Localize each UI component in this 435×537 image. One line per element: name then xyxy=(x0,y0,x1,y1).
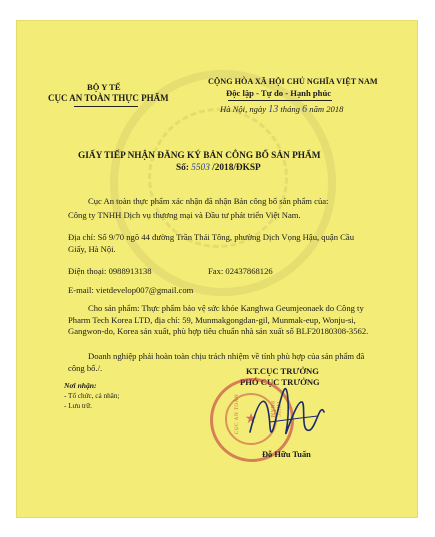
product-description: Cho sản phẩm: Thực phẩm bảo vệ sức khỏe Kanghwa Geumjeonaek do Công ty Pharm Tech Korea LTD, địa chỉ: 59, Munmakgongdan-gil, Munmak-eup, Wonju-si, Gangwon-do, Korea sản xuất, phù hợp tiêu chuẩn nhà sản xuất số BLF20180308-3562. xyxy=(68,303,369,336)
number-label: Số: xyxy=(176,163,189,173)
agency-name: CỤC AN TOÀN THỰC PHẨM xyxy=(48,93,169,103)
company-email: E-mail: vietdevelop007@gmail.com xyxy=(68,285,194,295)
issue-day: 13 xyxy=(268,104,279,115)
recipient-item: - Tổ chức, cá nhân; xyxy=(64,392,120,400)
signer-name: Đỗ Hữu Tuấn xyxy=(262,450,311,459)
document-number xyxy=(176,163,261,173)
issue-month: 6 xyxy=(302,104,308,115)
intro-text: Cục An toàn thực phẩm xác nhận đã nhận Bản công bố sản phẩm của: xyxy=(88,196,329,206)
issue-year: năm 2018 xyxy=(309,104,344,114)
number-handwritten: 5503 xyxy=(191,163,210,173)
document-title: GIẤY TIẾP NHẬN ĐĂNG KÝ BẢN CÔNG BỐ SẢN PHẨM xyxy=(78,151,321,161)
signature-title-1: KT.CỤC TRƯỞNG xyxy=(246,366,319,376)
issue-place: Hà Nội, ngày xyxy=(220,104,267,114)
handwritten-signature xyxy=(240,372,330,452)
responsibility-note: Doanh nghiệp phải hoàn toàn chịu trách nhiệm về tính phù hợp của sản phẩm đã công bố./. xyxy=(68,351,365,373)
number-suffix: /2018/ĐKSP xyxy=(212,163,261,173)
company-phone: Điện thoại: 0988913138 xyxy=(68,266,152,276)
company-fax: Fax: 02437868126 xyxy=(208,266,273,276)
issue-month-word: tháng xyxy=(280,104,300,114)
company-address: Địa chỉ: Số 9/70 ngõ 44 đường Trần Thái Tông, phường Dịch Vọng Hậu, quận Cầu Giấy, Hà Nội. xyxy=(68,232,354,254)
agency-underline xyxy=(74,106,138,107)
issue-date xyxy=(220,104,343,115)
republic-name: CỘNG HÒA XÃ HỘI CHỦ NGHĨA VIỆT NAM xyxy=(208,77,378,86)
official-stamp: ★ CỤC AN TOÀN THỰC PHẨM xyxy=(210,378,294,462)
ministry-name: BỘ Y TẾ xyxy=(87,82,121,92)
national-motto: Độc lập - Tự do - Hạnh phúc xyxy=(226,88,332,98)
signature-title-2: PHÓ CỤC TRƯỞNG xyxy=(240,377,320,387)
motto-underline xyxy=(228,100,332,101)
recipient-item: - Lưu trữ. xyxy=(64,402,92,410)
company-name: Công ty TNHH Dịch vụ thương mại và Đầu tư phát triển Việt Nam. xyxy=(68,210,301,220)
recipients-label: Nơi nhận: xyxy=(64,381,97,390)
